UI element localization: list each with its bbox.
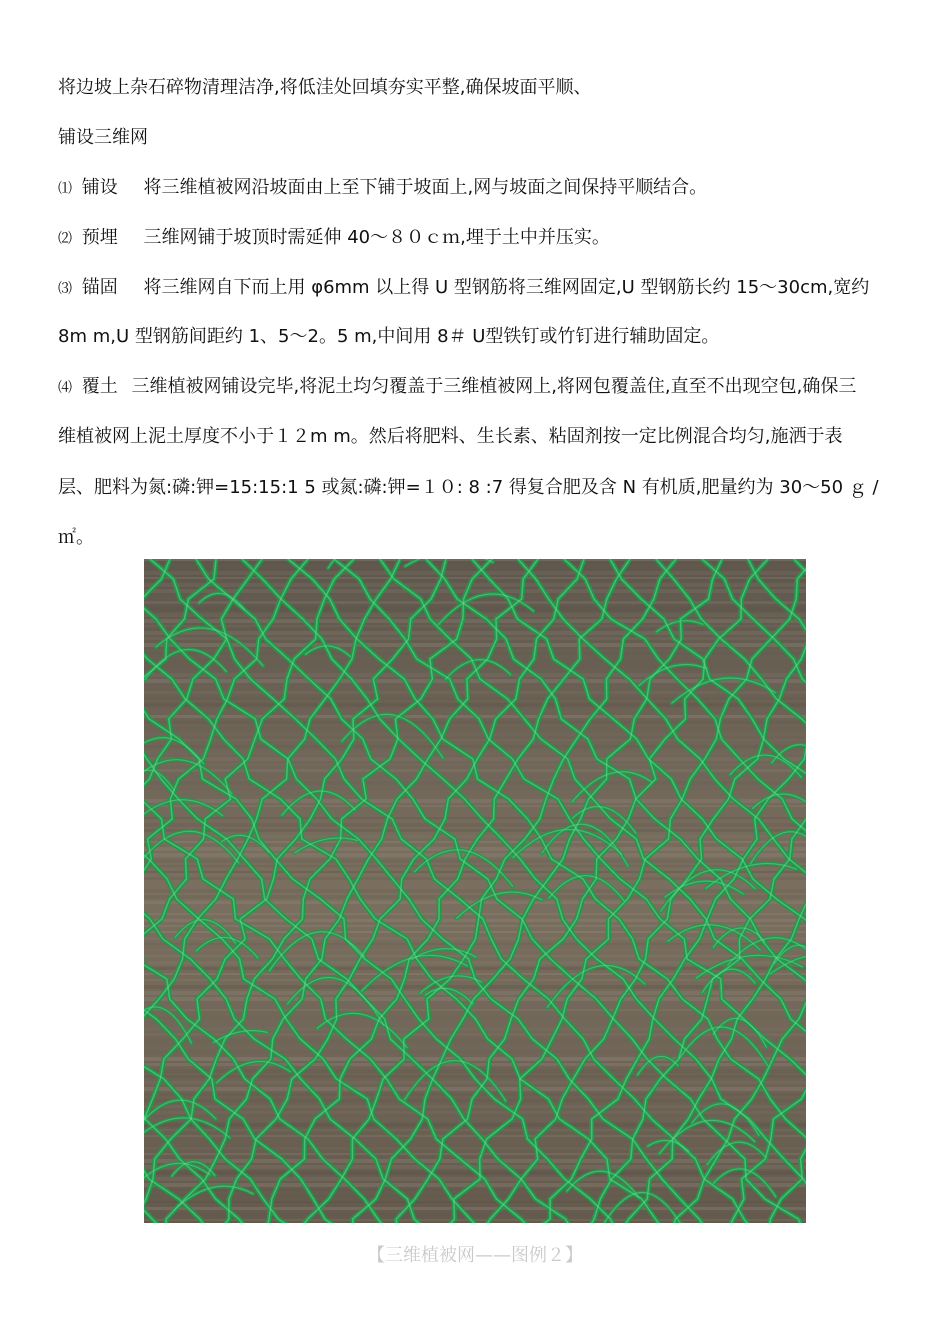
step-2-embedding (58, 226, 610, 251)
step-title: 预埋 (81, 227, 118, 248)
grain-band (144, 1057, 806, 1061)
grain-band (144, 727, 806, 730)
step-3-anchoring (58, 276, 869, 301)
grain-band (144, 949, 806, 951)
grain-band (144, 745, 806, 748)
step-4-continued-line-4: ㎡。 (58, 527, 94, 548)
geonet-photo (144, 559, 806, 1223)
grain-band (144, 799, 806, 803)
step-title: 覆土 (81, 376, 118, 397)
step-title: 锚固 (81, 277, 118, 298)
paragraph-site-clearing: 将边坡上杂石碎物清理洁净,将低洼处回填夯实平整,确保坡面平顺、 (58, 77, 592, 98)
step-text: 三维植被网铺设完毕,将泥土均匀覆盖于三维植被网上,将网包覆盖住,直至不出现空包,确保三 (131, 376, 857, 397)
grain-band (144, 961, 806, 965)
grain-band (144, 1111, 806, 1114)
grain-band (144, 1141, 806, 1143)
grain-band (144, 697, 806, 700)
step-3-anchoring-continued: 8m m,U 型钢筋间距约 1、5～2。5 m,中间用 8＃ U型铁钉或竹钉进行辅助固定。 (58, 326, 720, 347)
step-4-continued-line-3: 层、肥料为氮:磷:钾=15:15:1 5 或氮:磷:钾=１０: 8 :7 得复合肥及含 N 有机质,肥量约为 30～50 ｇ / (58, 477, 879, 498)
step-number: ⑷ (58, 380, 72, 396)
step-number: ⑵ (58, 231, 72, 247)
grain-band (144, 1195, 806, 1197)
grain-band (144, 793, 806, 795)
grain-band (144, 1135, 806, 1137)
grain-band (144, 733, 806, 736)
grain-band (144, 907, 806, 909)
step-number: ⑶ (58, 281, 72, 297)
grain-band (144, 691, 806, 694)
grain-band (144, 721, 806, 724)
grain-band (144, 1045, 806, 1049)
grain-band (144, 685, 806, 687)
grain-band (144, 895, 806, 899)
grain-band (144, 1033, 806, 1036)
grain-band (144, 817, 806, 819)
grain-band (144, 1153, 806, 1155)
step-text: 将三维网自下而上用 φ6mm 以上得 U 型钢筋将三维网固定,U 型钢筋长约 15～30cm,宽约 (143, 277, 870, 298)
step-4-soil-covering (58, 375, 856, 400)
grain-band (144, 1039, 806, 1043)
grain-band (144, 787, 806, 790)
grain-band (144, 1207, 806, 1210)
step-1-laying (58, 176, 707, 201)
grain-band (144, 637, 806, 640)
grain-band (144, 739, 806, 741)
grain-band (144, 649, 806, 652)
grain-band (144, 781, 806, 785)
figure-caption: 【三维植被网——图例２】 (367, 1245, 583, 1266)
step-number: ⑴ (58, 181, 72, 197)
section-heading-lay-mesh: 铺设三维网 (58, 127, 148, 148)
grain-band (144, 631, 806, 635)
grain-band (144, 589, 806, 593)
step-title: 铺设 (81, 177, 118, 198)
grain-band (144, 1051, 806, 1053)
geonet-mesh-illustration (144, 559, 806, 1223)
grain-band (144, 1213, 806, 1215)
step-4-continued-line-2: 维植被网上泥土厚度不小于１２m m。然后将肥料、生长素、粘固剂按一定比例混合均匀,施洒于表 (58, 426, 843, 447)
step-text: 将三维植被网沿坡面由上至下铺于坡面上,网与坡面之间保持平顺结合。 (143, 177, 708, 198)
step-text: 三维网铺于坡顶时需延伸 40～８０ｃｍ,埋于土中并压实。 (143, 227, 610, 248)
grain-band (144, 1201, 806, 1203)
grain-band (144, 1147, 806, 1150)
